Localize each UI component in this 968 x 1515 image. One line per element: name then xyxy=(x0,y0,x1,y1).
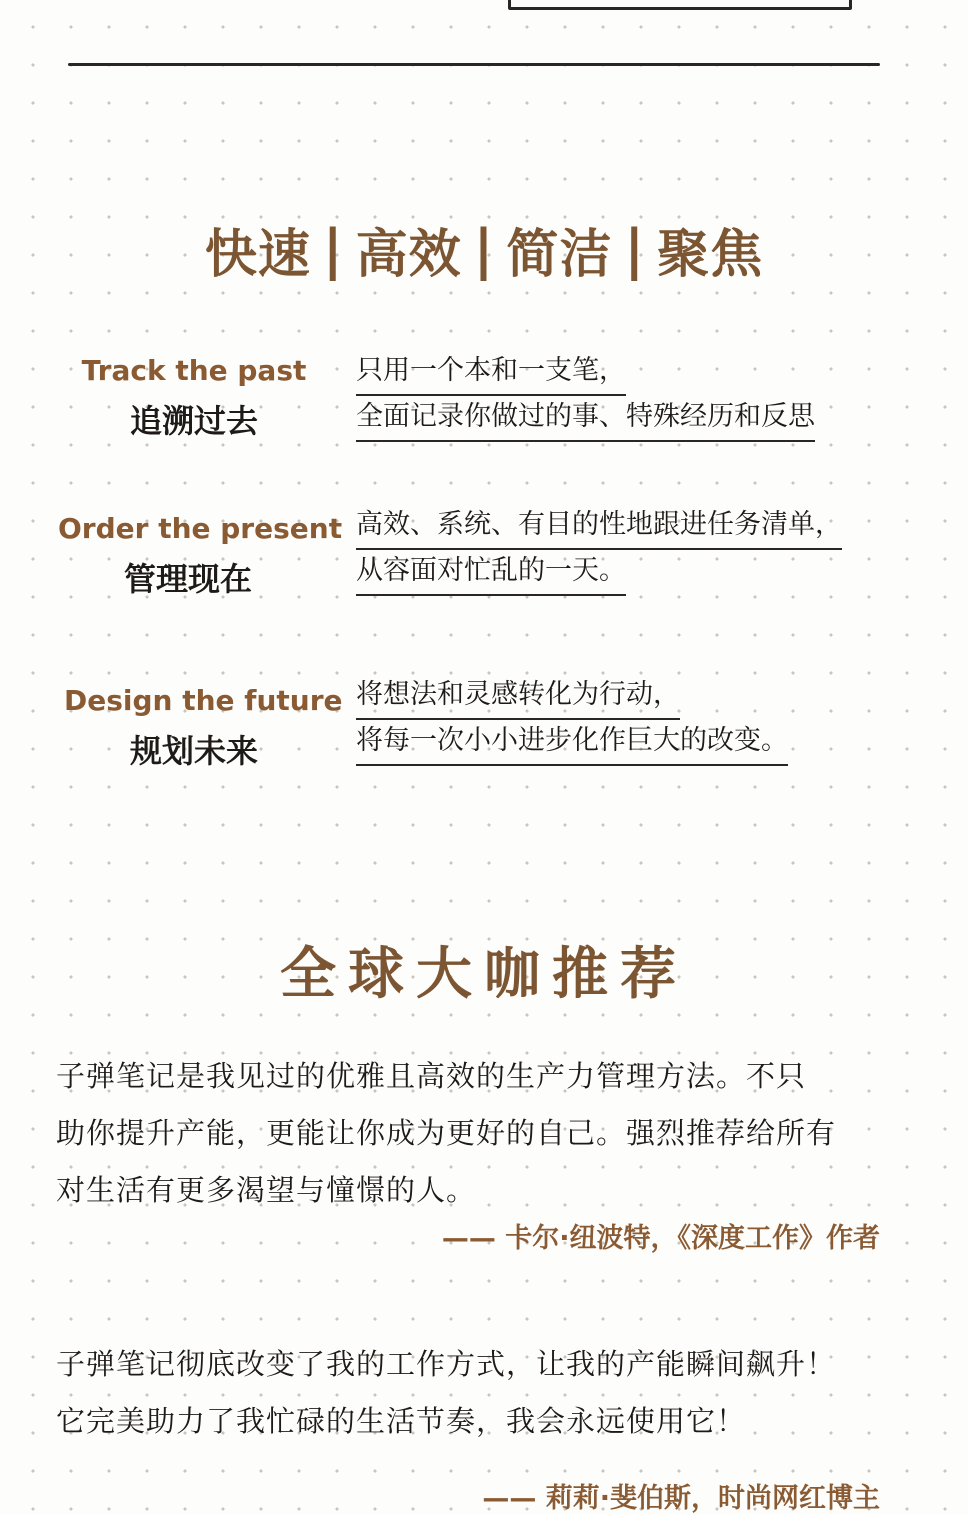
headline-item-simple: 简洁 xyxy=(506,224,613,285)
quote-1-line: 子弹笔记是我见过的优雅且高效的生产力管理方法。不只 xyxy=(56,1059,807,1093)
feature-past-en: Track the past xyxy=(81,354,307,387)
headline-separator: | xyxy=(624,217,646,281)
top-frame-edge xyxy=(508,0,852,10)
headline-separator: | xyxy=(473,217,495,281)
quote-2-line: 它完美助力了我忙碌的生活节奏，我会永远使用它！ xyxy=(56,1404,747,1438)
feature-past-line-1: 只用一个本和一支笔， xyxy=(356,352,626,396)
top-divider xyxy=(68,63,880,66)
headline-item-focus: 聚焦 xyxy=(657,224,764,285)
quote-2 xyxy=(56,1336,886,1450)
feature-future-zh: 规划未来 xyxy=(129,732,258,770)
feature-past-zh: 追溯过去 xyxy=(129,402,258,440)
feature-future-line-1: 将想法和灵感转化为行动， xyxy=(356,676,680,720)
quote-1 xyxy=(56,1048,886,1219)
quote-1-line: 助你提升产能，更能让你成为更好的自己。强烈推荐给所有 xyxy=(56,1116,837,1150)
quote-2-attribution: —— 莉莉·斐伯斯，时尚网红博主 xyxy=(482,1483,880,1514)
feature-future-en: Design the future xyxy=(64,684,343,717)
feature-future-line-2: 将每一次小小进步化作巨大的改变。 xyxy=(356,722,788,766)
quote-1-line: 对生活有更多渴望与憧憬的人。 xyxy=(56,1173,477,1207)
feature-present-line-2: 从容面对忙乱的一天。 xyxy=(356,552,626,596)
headline-item-efficient: 高效 xyxy=(355,224,462,285)
feature-present-en: Order the present xyxy=(58,512,343,545)
feature-present-zh: 管理现在 xyxy=(123,560,252,598)
headline xyxy=(0,214,968,284)
feature-present-line-1: 高效、系统、有目的性地跟进任务清单， xyxy=(356,506,842,550)
headline-separator: | xyxy=(322,217,344,281)
quote-2-line: 子弹笔记彻底改变了我的工作方式，让我的产能瞬间飙升！ xyxy=(56,1347,837,1381)
recommend-title: 全球大咖推荐 xyxy=(280,942,688,1007)
headline-item-fast: 快速 xyxy=(204,224,311,285)
quote-1-attribution: —— 卡尔·纽波特，《深度工作》作者 xyxy=(441,1223,880,1254)
feature-past-line-2: 全面记录你做过的事、特殊经历和反思 xyxy=(356,398,815,442)
